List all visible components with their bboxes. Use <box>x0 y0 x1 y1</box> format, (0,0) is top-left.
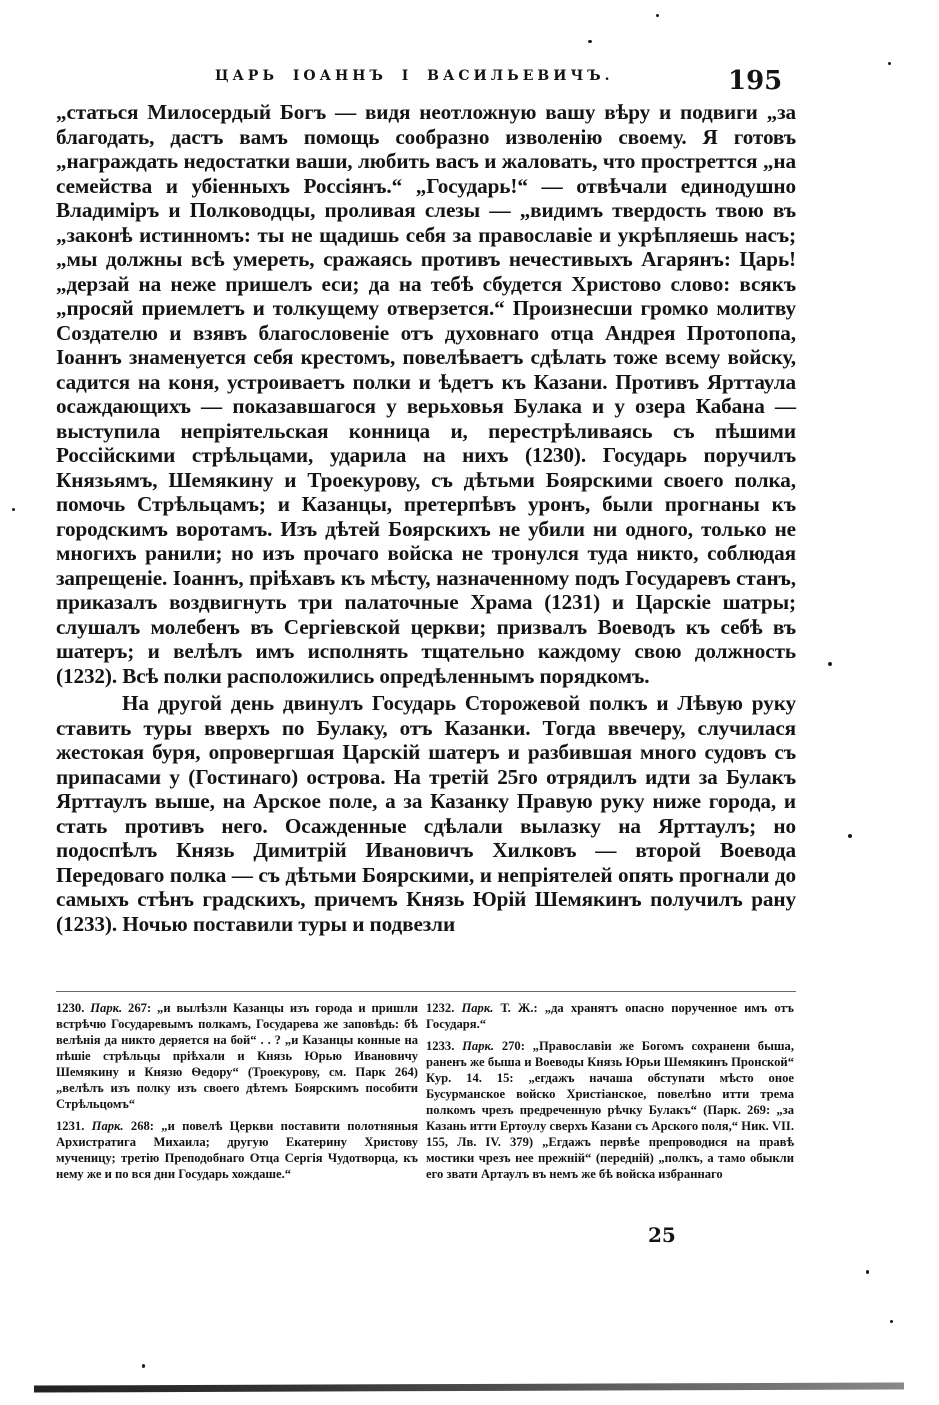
scan-speck <box>866 1270 869 1274</box>
scan-speck <box>12 508 15 511</box>
scan-edge-bar <box>34 1382 904 1392</box>
footnote-number: 1233. <box>426 1039 455 1053</box>
scan-speck <box>656 14 659 17</box>
footnote-text: 270: „Православіи же Богомъ сохранени быша, раненъ же быша и Воеводы Князь Юрьи Шемякинъ Пронской“ Кур. 14. 15: „егдажъ начаша обступати мѣсто оное Бусурманское войско Христіанское, повелѣно итти трема полкомъ чрезъ предреченную рѣчку Булакъ“ (Парк. 269: „за Казань итти Ертоулу сверхъ Казани съ Арского поля,“ Ник. VII. 155, Лв. IV. 379) „Егдажъ первѣе препроводися на правѣ мостики чрезъ нее прежній“ (передній) „полкъ, а тамо обыкли его звати Артаулъ въ немъ же бѣ войска избраннаго <box>426 1039 794 1181</box>
paragraph: „статься Милосердый Богъ — видя неотложную вашу вѣру и подвиги „за благодать, дастъ вамъ помощь сообразно изволенію своему. Я готовъ „награждать недостатки ваши, любить васъ и жаловать, что простреттся „на семейства и убіенныхъ Россіянъ.“ „Государь!“ — отвѣчали единодушно Владиміръ и Полководцы, проливая слезы — „видимъ твердость твою въ „законѣ истинномъ: ты не щадишь себя за православіе и укрѣпляешь насъ; „мы должны всѣ умереть, сражаясь противъ нечестивыхъ Агарянъ: Царь! „дерзай на неже пришелъ еси; да на тебѣ сбудется Христово слово: всякъ „просяй приемлетъ и толкущему отверзется.“ Произнесши громко молитву Создателю и взявъ благословеніе отъ духовнаго отца Андрея Протопопа, Іоаннъ знаменуется себя крестомъ, повелѣваетъ сдѣлать тоже всему войску, садится на коня, устроиваетъ полки и ѣдетъ къ Казани. Противъ Ярттаула осаждающихъ — показавшагося у верьховья Булака и у озера Кабана — выступила непріятельская конница и, перестрѣливаясь съ пѣшими Россійскими стрѣльцами, ударила на нихъ (1230). Государь поручилъ Князьямъ, Шемякину и Троекурову, съ дѣтьми Боярскими своего полка, помочь Стрѣльцамъ; и Казанцы, претерпѣвъ уронъ, были прогнаны къ городскимъ воротамъ. Изъ дѣтей Боярскихъ не убили ни одного, только не многихъ ранили; но изъ прочаго войска не тронулся туда никто, соблюдая запрещеніе. Іоаннъ, пріѣхавъ къ мѣсту, назначенному подъ Государевъ станъ, приказалъ воздвигнуть три палаточные Храма (1231) и Царскіе шатры; слушалъ молебенъ въ Сергіевской церкви; призвалъ Воеводъ къ себѣ въ шатеръ; и велѣлъ имъ исполнять тщательно каждому свою должность (1232). Всѣ полки расположились опредѣленнымъ порядкомъ. <box>56 100 796 688</box>
footnote-number: 1230. <box>56 1001 85 1015</box>
page-number: 195 <box>728 66 783 96</box>
footnote-text: 268: „и повелѣ Церкви поставити полотняныя Архистратига Михаила; другую Екатерину Христову мученицу; третію Преподобнаго Отца Сергія Чудотворца, къ нему же и по вся дни Государь хождаше.“ <box>56 1119 419 1181</box>
footnote <box>426 1038 794 1182</box>
footnote-source: Парк. <box>462 1039 495 1053</box>
footnote <box>56 1000 418 1112</box>
footnotes-left-column <box>56 1000 418 1188</box>
scan-speck <box>142 1364 145 1368</box>
scan-speck <box>588 40 592 43</box>
signature-mark: 25 <box>648 1223 676 1247</box>
footnote-source: Парк. <box>91 1119 124 1133</box>
footnote-text: Т. Ж.: „да хранятъ опасно порученное имъ отъ Государя.“ <box>426 1001 795 1031</box>
footnote-text: 267: „и вылѣзли Казанцы изъ города и пришли встрѣчю Государевымъ полкамъ, Государева же заповѣдь: бѣ велѣнія да никто деряется на бой“ . . ? „и Казанцы конные на пѣшіе стрѣльцы пріѣхали и Князь Юрью Ивановичу Шемякину и Князю Ѳедору“ (Троекурову, см. Парк 264) „велѣлъ изъ полку изъ своего дѣтемъ Боярскимъ пособити Стрѣльцомъ“ <box>56 1001 418 1111</box>
footnote-source: Парк. <box>461 1001 494 1015</box>
scan-speck <box>890 1320 893 1323</box>
footnote-divider <box>56 991 796 992</box>
footnotes-right-column <box>426 1000 794 1188</box>
scan-speck <box>848 834 852 838</box>
footnote-number: 1232. <box>426 1001 455 1015</box>
scan-speck <box>888 62 891 65</box>
footnote-source: Парк. <box>90 1001 123 1015</box>
running-head: ЦАРЬ ІОАННЪ І ВАСИЛЬЕВИЧЪ. <box>215 68 614 84</box>
main-text <box>56 100 796 939</box>
footnote <box>56 1118 418 1182</box>
footnote-number: 1231. <box>56 1119 85 1133</box>
scan-speck <box>828 662 832 666</box>
footnote <box>426 1000 794 1032</box>
paragraph: На другой день двинулъ Государь Сторожевой полкъ и Лѣвую руку ставить туры вверхъ по Булаку, отъ Казанки. Тогда ввечеру, случилася жестокая буря, опровергшая Царскій шатеръ и разбившая много судовъ съ припасами у (Гостинаго) острова. На третій 25го отрядилъ идти за Булакъ Ярттаулъ выше, на Арское поле, а за Казанку Правую руку ниже города, и стать противъ него. Осажденные сдѣлали вылазку на Ярттаулъ; но подоспѣлъ Князь Димитрій Ивановичъ Хилковъ — второй Воевода Передоваго полка — съ дѣтьми Боярскими, и непріятелей опять прогнали до самыхъ стѣнъ градскихъ, причемъ Князь Юрій Шемякинъ получилъ рану (1233). Ночью поставили туры и подвезли <box>56 691 796 936</box>
